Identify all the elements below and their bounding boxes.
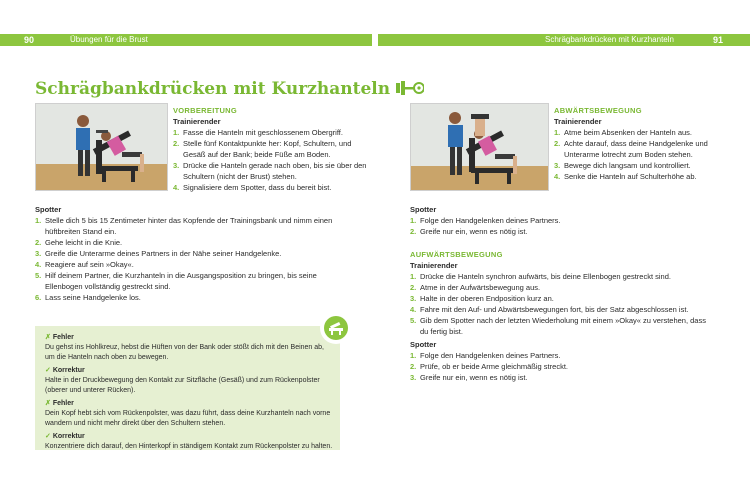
list-item: 4. Fahre mit den Auf- und Abwärtsbewegungen fort, bis der Satz abgeschlossen ist. xyxy=(410,305,689,314)
section-subtitle: Spotter xyxy=(410,205,437,214)
dumbbell-icon xyxy=(396,81,424,95)
section-spotter-left xyxy=(35,204,345,303)
list-item: 2. Stelle fünf Kontaktpunkte her: Kopf, Schultern, und Gesäß auf der Bank; beide Füße am Boden. xyxy=(173,139,352,159)
section-subtitle: Spotter xyxy=(35,205,62,214)
list-item: 2. Gehe leicht in die Knie. xyxy=(35,238,123,247)
cross-icon: ✗ xyxy=(45,400,51,407)
fehler-entry: ✗ Fehler Du gehst ins Hohlkreuz, hebst die Hüften von der Bank oder stößt dich mit den Beinen ab, um die Hanteln nach oben zu bewegen. xyxy=(45,334,324,361)
fehler-entry: ✗ Fehler Dein Kopf hebt sich vom Rückenpolster, was dazu führt, dass deine Kurzhanteln nach vorne wandern und nicht mehr direkt über den Schultern stehen. xyxy=(45,400,331,427)
section-vorbereitung xyxy=(173,105,368,193)
list-item: 4. Reagiere auf sein »Okay«. xyxy=(35,260,134,269)
page-title xyxy=(35,79,424,99)
list-item: 2. Greife nur ein, wenn es nötig ist. xyxy=(410,227,528,236)
list-item: 3. Bewege dich langsam und kontrolliert. xyxy=(554,161,691,170)
section-subtitle: Trainierender xyxy=(554,117,602,126)
section-title: AUFWÄRTSBEWEGUNG xyxy=(410,250,503,259)
list-item: 3. Halte in der oberen Endposition kurz an. xyxy=(410,294,554,303)
running-title-left: Übungen für die Brust xyxy=(70,35,148,44)
check-icon: ✓ xyxy=(45,433,51,440)
list-item: 3. Greife nur ein, wenn es nötig ist. xyxy=(410,373,528,382)
list-item: 5. Gib dem Spotter nach der letzten Wiederholung mit einem »Okay« zu verstehen, dass du fertig bist. xyxy=(410,316,706,336)
section-subtitle: Trainierender xyxy=(173,117,221,126)
list-item: 1. Folge den Handgelenken deines Partners. xyxy=(410,351,561,360)
list-item: 2. Atme in der Aufwärtsbewegung aus. xyxy=(410,283,541,292)
list-item: 4. Senke die Hanteln auf Schulterhöhe ab. xyxy=(554,172,697,181)
header-bar-left xyxy=(0,34,372,46)
page-number-right: 91 xyxy=(713,35,724,45)
exercise-photo-start xyxy=(35,103,168,191)
page-title-text: Schrägbankdrücken mit Kurzhanteln xyxy=(35,79,391,99)
korrektur-entry: ✓ Korrektur Konzentriere dich darauf, den Hinterkopf in ständigem Kontakt zum Rückenpolster zu halten. xyxy=(45,433,333,450)
list-item: 1. Fasse die Hanteln mit geschlossenem Obergriff. xyxy=(173,128,343,137)
bench-badge xyxy=(320,312,352,344)
list-item: 5. Hilf deinem Partner, die Kurzhanteln in die Ausgangsposition zu bringen, bis seine Ellenbogen vollständig gestreckt sind. xyxy=(35,271,317,291)
list-item: 3. Drücke die Hanteln gerade nach oben, bis sie über den Schultern (nicht der Brust) stehen. xyxy=(173,161,367,181)
list-item: 1. Stelle dich 5 bis 15 Zentimeter hinter das Kopfende der Trainingsbank und nimm einen hüftbreiten Stand ein. xyxy=(35,216,333,236)
section-subtitle: Spotter xyxy=(410,340,437,349)
list-item: 2. Prüfe, ob er beide Arme gleichmäßig streckt. xyxy=(410,362,568,371)
list-item: 1. Folge den Handgelenken deines Partners. xyxy=(410,216,561,225)
list-item: 3. Greife die Unterarme deines Partners in der Nähe seiner Handgelenke. xyxy=(35,249,282,258)
section-abwaerts xyxy=(554,105,729,182)
section-title: VORBEREITUNG xyxy=(173,106,238,115)
korrektur-entry: ✓ Korrektur Halte in der Druckbewegung den Kontakt zur Sitzfläche (Gesäß) und zum Rückenpolster (oberer und unterer Rücken). xyxy=(45,367,320,394)
section-subtitle: Trainierender xyxy=(410,261,458,270)
section-title: ABWÄRTSBEWEGUNG xyxy=(554,106,642,115)
check-icon: ✓ xyxy=(45,367,51,374)
bench-icon xyxy=(324,316,348,340)
page-number-left: 90 xyxy=(24,35,35,45)
cross-icon: ✗ xyxy=(45,334,51,341)
section-spotter-right-1 xyxy=(410,204,710,237)
list-item: 4. Signalisiere dem Spotter, dass du bereit bist. xyxy=(173,183,332,192)
section-aufwaerts xyxy=(410,249,710,383)
list-item: 1. Atme beim Absenken der Hanteln aus. xyxy=(554,128,692,137)
list-item: 1. Drücke die Hanteln synchron aufwärts, bis deine Ellenbogen gestreckt sind. xyxy=(410,272,671,281)
fehler-box xyxy=(35,326,340,450)
list-item: 6. Lass seine Handgelenke los. xyxy=(35,293,141,302)
list-item: 2. Achte darauf, dass deine Handgelenke und Unterarme lotrecht zum Boden stehen. xyxy=(554,139,708,159)
running-title-right: Schrägbankdrücken mit Kurzhanteln xyxy=(545,35,674,44)
exercise-photo-top xyxy=(410,103,549,191)
